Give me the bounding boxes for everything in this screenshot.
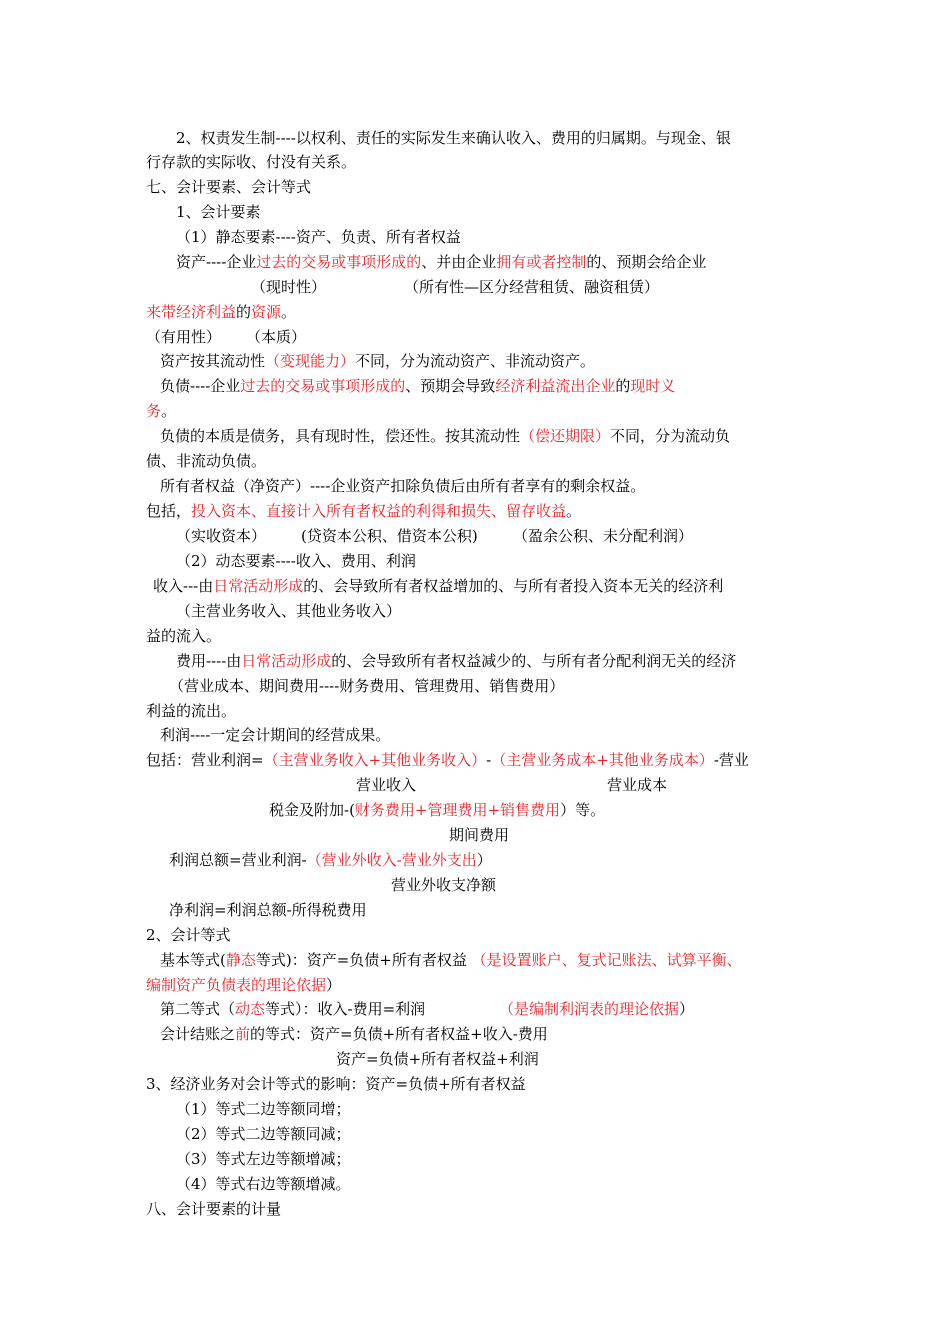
text-line: [160, 723, 390, 747]
text-segment: 基本等式(: [160, 951, 226, 969]
text-segment: 的: [236, 303, 252, 321]
highlighted-text: 投入资本、直接计入所有者权益的利得和损失、留存收益: [191, 502, 567, 520]
highlighted-text: 前: [235, 1025, 251, 1043]
highlighted-text: （是编制利润表的理论依据: [499, 1000, 680, 1018]
text-segment: （现时性）: [251, 278, 327, 296]
text-line: [146, 1072, 526, 1096]
text-segment: 营业成本: [607, 776, 668, 794]
highlighted-text: （主营业务成本+其他业务成本）: [491, 751, 714, 769]
text-line: [301, 524, 478, 548]
text-line: [146, 748, 749, 772]
text-segment: 净利润=利润总额-所得税费用: [169, 901, 367, 919]
text-segment: （盈余公积、未分配利润）: [513, 527, 694, 545]
text-segment: 资产=负债+所有者权益+利润: [336, 1050, 539, 1068]
text-segment: 。: [566, 502, 582, 520]
text-line: [513, 524, 693, 548]
text-segment: ）等。: [560, 801, 606, 819]
text-segment: 益的流入。: [146, 627, 222, 645]
text-segment: 、预期会导致: [405, 377, 496, 395]
text-line: [449, 823, 509, 847]
text-line: [146, 399, 176, 423]
text-line: [176, 126, 731, 150]
text-segment: 收入---由: [153, 577, 214, 595]
text-segment: (贷资本公积、借资本公积): [301, 527, 478, 545]
text-line: [153, 574, 723, 598]
text-segment: （所有性—区分经营租赁、融资租赁）: [404, 278, 660, 296]
text-line: [160, 349, 595, 373]
text-line: [391, 873, 496, 897]
text-line: [176, 524, 266, 548]
text-line: [176, 649, 736, 673]
text-line: [160, 948, 742, 972]
text-segment: 八、会计要素的计量: [146, 1200, 282, 1218]
highlighted-text: 务: [146, 402, 162, 420]
text-line: [169, 898, 367, 922]
highlighted-text: （主营业务收入+其他业务收入）: [263, 751, 487, 769]
text-segment: （本质）: [246, 328, 307, 346]
text-line: [246, 325, 306, 349]
text-segment: （2）动态要素----收入、费用、利润: [176, 552, 416, 570]
text-line: [146, 449, 266, 473]
text-line: [607, 773, 667, 797]
text-segment: （4）等式右边等额增减。: [176, 1175, 351, 1193]
text-segment: （2）等式二边等额同减；: [176, 1125, 351, 1143]
text-line: [404, 275, 659, 299]
text-segment: -: [486, 751, 492, 769]
text-segment: ）: [326, 976, 342, 994]
text-segment: 利益的流出。: [146, 702, 237, 720]
text-segment: 的、会导致所有者权益减少的、与所有者分配利润无关的经济: [331, 652, 737, 670]
text-segment: （1）静态要素----资产、负责、所有者权益: [176, 228, 461, 246]
text-line: [176, 599, 401, 623]
text-segment: 税金及附加-(: [269, 801, 355, 819]
text-line: [176, 200, 261, 224]
text-segment: 。: [161, 402, 177, 420]
text-segment: 营业外收支净额: [391, 876, 497, 894]
highlighted-text: 财务费用+管理费用+销售费用: [354, 801, 561, 819]
text-line: [176, 1172, 351, 1196]
text-line: [146, 624, 221, 648]
highlighted-text: 经济利益流出企业: [495, 377, 616, 395]
text-line: [176, 549, 416, 573]
text-segment: （3）等式左边等额增减；: [176, 1150, 351, 1168]
text-line: [160, 374, 675, 398]
text-line: [176, 1097, 351, 1121]
text-segment: 营业收入: [356, 776, 417, 794]
text-segment: 资产----企业: [176, 253, 257, 271]
text-segment: 包括：营业利润=: [146, 751, 264, 769]
text-line: [146, 325, 221, 349]
text-segment: 七、会计要素、会计等式: [146, 178, 312, 196]
text-line: [169, 848, 492, 872]
text-line: [251, 275, 326, 299]
text-line: [176, 225, 461, 249]
highlighted-text: （营业外收入-营业外支出: [306, 851, 477, 869]
text-segment: 资产按其流动性: [160, 352, 266, 370]
text-segment: 负债----企业: [160, 377, 241, 395]
highlighted-text: 资源: [251, 303, 282, 321]
text-line: [146, 300, 296, 324]
text-segment: 第二等式（: [160, 1000, 236, 1018]
text-segment: 等式）：收入-费用=利润: [265, 1000, 426, 1018]
highlighted-text: 拥有或者控制: [496, 253, 587, 271]
text-segment: 债、非流动负债。: [146, 452, 267, 470]
text-line: [176, 250, 706, 274]
highlighted-text: （是设置账户、复式记账法、试算平衡、: [471, 951, 742, 969]
text-segment: 利润总额=营业利润-: [169, 851, 307, 869]
text-line: [146, 699, 236, 723]
text-line: [146, 499, 581, 523]
text-segment: 2、会计等式: [146, 926, 231, 944]
text-line: [160, 1022, 548, 1046]
text-segment: 所有者权益（净资产）----企业资产扣除负债后由所有者享有的剩余权益。: [160, 477, 646, 495]
text-segment: 1、会计要素: [176, 203, 261, 221]
text-segment: 3、经济业务对会计等式的影响：资产=负债+所有者权益: [146, 1075, 526, 1093]
text-line: [146, 1197, 281, 1221]
text-line: [146, 923, 231, 947]
text-line: [356, 773, 416, 797]
highlighted-text: 过去的交易或事项形成的: [256, 253, 422, 271]
highlighted-text: 来带经济利益: [146, 303, 237, 321]
text-segment: 利润----一定会计期间的经营成果。: [160, 726, 391, 744]
text-segment: 期间费用: [449, 826, 510, 844]
text-segment: 包括，: [146, 502, 192, 520]
highlighted-text: 过去的交易或事项形成的: [240, 377, 406, 395]
highlighted-text: 编制资产负债表的理论依据: [146, 976, 327, 994]
text-segment: 会计结账之: [160, 1025, 236, 1043]
highlighted-text: 日常活动形成: [213, 577, 304, 595]
text-segment: 的、会导致所有者权益增加的、与所有者投入资本无关的经济利: [303, 577, 724, 595]
text-line: [160, 424, 730, 448]
text-segment: 不同，分为流动资产、非流动资产。: [355, 352, 596, 370]
text-line: [176, 1122, 351, 1146]
text-segment: ）: [679, 1000, 695, 1018]
text-segment: 费用----由: [176, 652, 242, 670]
text-segment: ）: [476, 851, 492, 869]
text-segment: （营业成本、期间费用----财务费用、管理费用、销售费用）: [169, 677, 565, 695]
text-segment: 不同，分为流动负: [610, 427, 731, 445]
text-segment: 的、预期会给企业: [586, 253, 707, 271]
text-segment: 等式)：资产=负债+所有者权益: [255, 951, 472, 969]
text-line: [146, 973, 341, 997]
text-line: [160, 997, 425, 1021]
highlighted-text: 静态: [225, 951, 256, 969]
text-line: [169, 674, 564, 698]
text-segment: （主营业务收入、其他业务收入）: [176, 602, 402, 620]
text-line: [336, 1047, 539, 1071]
text-segment: 行存款的实际收、付没有关系。: [146, 153, 357, 171]
text-segment: 、并由企业: [421, 253, 497, 271]
text-line: [146, 150, 356, 174]
highlighted-text: （变现能力）: [265, 352, 356, 370]
text-line: [176, 1147, 351, 1171]
highlighted-text: 现时义: [630, 377, 676, 395]
text-segment: 2、权责发生制----以权利、责任的实际发生来确认收入、费用的归属期。与现金、银: [176, 129, 731, 147]
text-segment: （1）等式二边等额同增；: [176, 1100, 351, 1118]
text-line: [269, 798, 605, 822]
highlighted-text: 日常活动形成: [241, 652, 332, 670]
text-segment: （有用性）: [146, 328, 222, 346]
text-line: [160, 474, 645, 498]
text-segment: 负债的本质是债务，具有现时性，偿还性。按其流动性: [160, 427, 521, 445]
text-segment: 的等式：资产=负债+所有者权益+收入-费用: [250, 1025, 548, 1043]
highlighted-text: 动态: [235, 1000, 266, 1018]
text-segment: 的: [615, 377, 631, 395]
text-segment: （实收资本）: [176, 527, 267, 545]
text-line: [499, 997, 694, 1021]
text-segment: -营业: [713, 751, 749, 769]
highlighted-text: （偿还期限）: [520, 427, 611, 445]
text-line: [146, 175, 311, 199]
text-segment: 。: [281, 303, 297, 321]
